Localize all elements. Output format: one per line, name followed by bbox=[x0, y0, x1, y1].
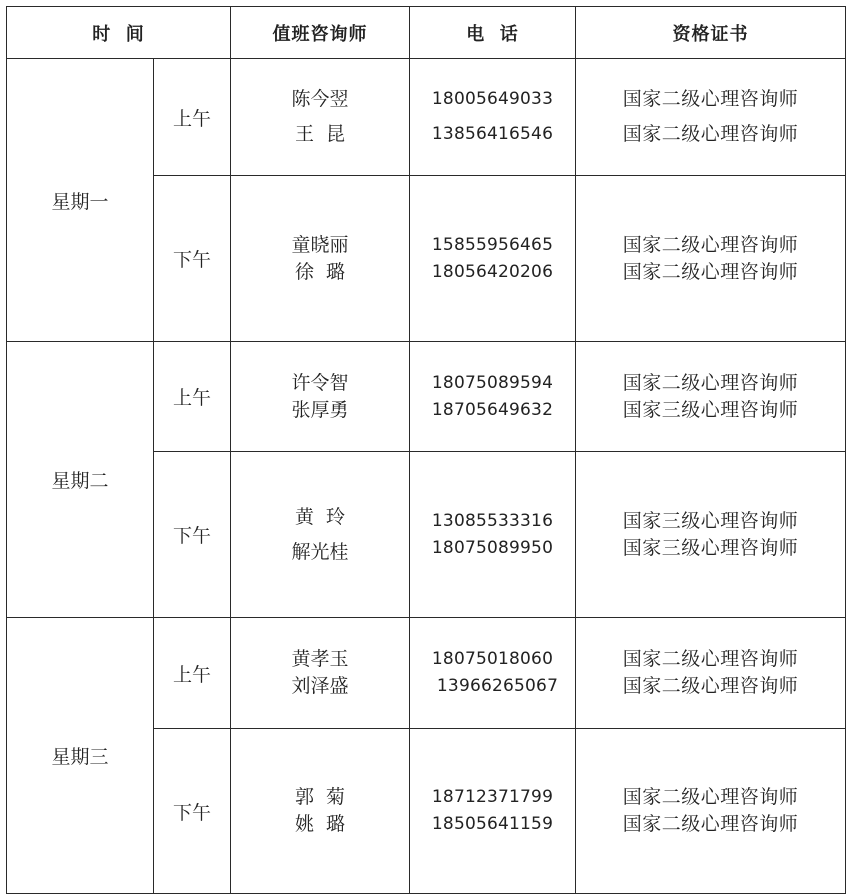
counselor-name: 徐 璐 bbox=[294, 260, 346, 283]
counselor-cell bbox=[231, 729, 409, 893]
phone-number: 18712371799 bbox=[431, 787, 554, 807]
certificate-cell bbox=[576, 452, 845, 617]
certificate-text: 国家二级心理咨询师 bbox=[622, 786, 799, 808]
counselor-cell bbox=[231, 618, 409, 728]
period-cell bbox=[154, 452, 230, 617]
certificate-text: 国家二级心理咨询师 bbox=[622, 233, 799, 256]
counselor-cell bbox=[231, 452, 409, 617]
certificate-text: 国家二级心理咨询师 bbox=[622, 88, 799, 110]
day-label: 星期三 bbox=[51, 746, 109, 768]
header-counselor-label: 值班咨询师 bbox=[272, 23, 368, 45]
certificate-cell bbox=[576, 729, 845, 893]
table-border-bottom bbox=[6, 893, 846, 894]
period-label: 上午 bbox=[172, 387, 211, 409]
period-label: 下午 bbox=[172, 249, 211, 271]
phone-cell bbox=[410, 342, 575, 451]
phone-number: 18075089594 bbox=[431, 372, 554, 393]
header-certificate bbox=[576, 7, 845, 58]
header-time-label: 时 间 bbox=[92, 23, 145, 45]
period-label: 下午 bbox=[172, 801, 211, 824]
phone-cell bbox=[410, 729, 575, 893]
header-phone-label: 电 话 bbox=[466, 23, 519, 45]
certificate-text: 国家二级心理咨询师 bbox=[622, 813, 799, 835]
counselor-cell bbox=[231, 176, 409, 341]
phone-number: 15855956465 bbox=[431, 234, 554, 255]
phone-number: 18075018060 bbox=[431, 649, 554, 669]
phone-number: 18505641159 bbox=[431, 814, 554, 834]
day-label: 星期二 bbox=[51, 470, 109, 492]
counselor-name: 陈今翌 bbox=[291, 88, 349, 110]
certificate-text: 国家二级心理咨询师 bbox=[622, 260, 799, 283]
phone-cell bbox=[410, 176, 575, 341]
phone-cell bbox=[410, 59, 575, 175]
day-cell bbox=[7, 59, 153, 341]
certificate-text: 国家三级心理咨询师 bbox=[622, 536, 799, 559]
counselor-cell bbox=[231, 342, 409, 451]
counselor-name: 解光桂 bbox=[291, 540, 349, 563]
counselor-name: 黄 玲 bbox=[294, 505, 346, 528]
certificate-text: 国家二级心理咨询师 bbox=[622, 648, 799, 670]
certificate-cell bbox=[576, 618, 845, 728]
certificate-cell bbox=[576, 176, 845, 341]
day-cell bbox=[7, 618, 153, 893]
certificate-cell bbox=[576, 59, 845, 175]
header-time bbox=[7, 7, 230, 58]
counselor-name: 郭 菊 bbox=[294, 786, 346, 808]
counselor-name: 童晓丽 bbox=[291, 233, 349, 256]
period-cell bbox=[154, 176, 230, 341]
counselor-name: 王 昆 bbox=[294, 123, 346, 145]
header-phone bbox=[410, 7, 575, 58]
certificate-text: 国家二级心理咨询师 bbox=[622, 675, 799, 697]
period-label: 下午 bbox=[172, 525, 211, 547]
period-label: 上午 bbox=[172, 107, 211, 130]
period-cell bbox=[154, 618, 230, 728]
phone-number: 13085533316 bbox=[431, 510, 554, 531]
certificate-text: 国家三级心理咨询师 bbox=[622, 509, 799, 532]
period-label: 上午 bbox=[172, 663, 211, 686]
counselor-name: 刘泽盛 bbox=[291, 675, 349, 697]
phone-number: 13856416546 bbox=[431, 124, 554, 144]
period-cell bbox=[154, 729, 230, 893]
phone-cell bbox=[410, 618, 575, 728]
counselor-name: 张厚勇 bbox=[291, 398, 349, 421]
certificate-text: 国家二级心理咨询师 bbox=[622, 371, 799, 394]
period-cell bbox=[154, 342, 230, 451]
phone-number: 18005649033 bbox=[431, 89, 554, 109]
phone-number: 18056420206 bbox=[431, 261, 554, 282]
counselor-name: 许令智 bbox=[291, 371, 349, 394]
counselor-name: 黄孝玉 bbox=[291, 648, 349, 670]
period-cell bbox=[154, 59, 230, 175]
header-certificate-label: 资格证书 bbox=[672, 23, 749, 45]
phone-number: 18075089950 bbox=[431, 537, 554, 558]
certificate-text: 国家三级心理咨询师 bbox=[622, 398, 799, 421]
phone-number: 18705649632 bbox=[431, 399, 554, 420]
day-cell bbox=[7, 342, 153, 617]
phone-cell bbox=[410, 452, 575, 617]
counselor-name: 姚 璐 bbox=[294, 813, 346, 835]
day-label: 星期一 bbox=[51, 190, 109, 213]
header-counselor bbox=[231, 7, 409, 58]
counselor-cell bbox=[231, 59, 409, 175]
table-border-right bbox=[845, 6, 846, 894]
certificate-cell bbox=[576, 342, 845, 451]
phone-number: 13966265067 bbox=[436, 676, 559, 696]
certificate-text: 国家二级心理咨询师 bbox=[622, 123, 799, 145]
